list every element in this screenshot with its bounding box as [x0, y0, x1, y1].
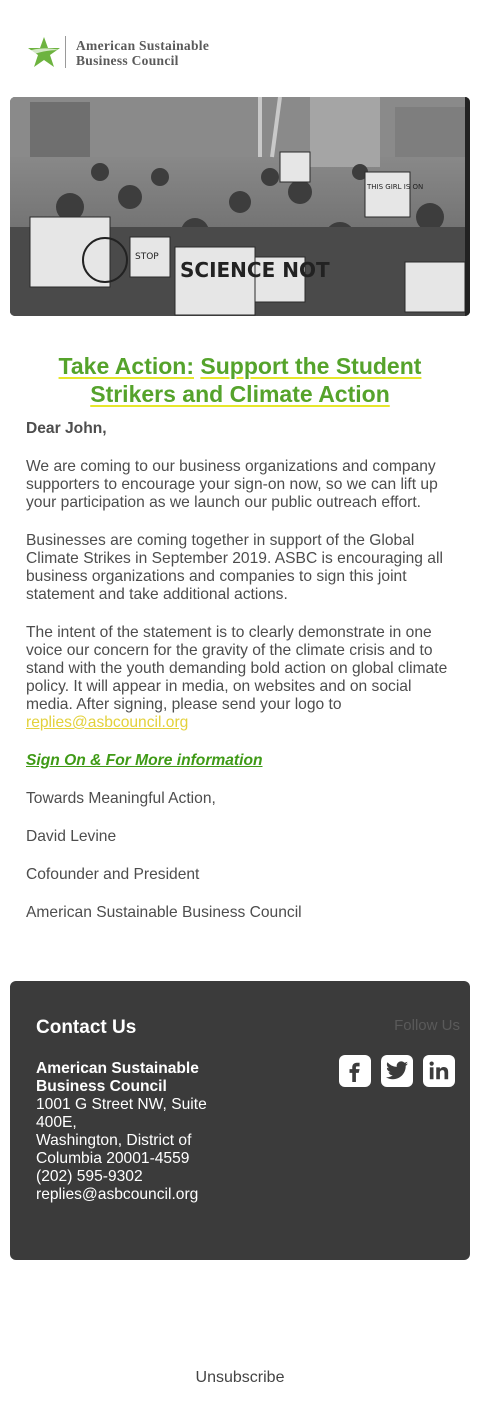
contact-address-line-1: 1001 G Street NW, Suite 400E,: [36, 1096, 207, 1131]
paragraph-1: We are coming to our business organizations and company supporters to encourage your sign-on now, so we can lift up your participation as we launch our public outreach effort.: [26, 458, 438, 511]
email-body: [26, 420, 458, 942]
greeting: Dear John,: [26, 420, 107, 437]
sign-on-link[interactable]: Sign On & For More information: [26, 752, 263, 769]
signature-title: Cofounder and President: [26, 866, 200, 883]
hero-sign-girl: THIS GIRL IS ON: [367, 183, 424, 191]
headline: [26, 352, 454, 408]
star-logo-icon: [26, 36, 62, 70]
paragraph-3: [26, 624, 458, 732]
logo-wordmark: [76, 38, 209, 68]
unsubscribe-link[interactable]: Unsubscribe: [195, 1369, 285, 1386]
contact-org: American Sustainable Business Council: [36, 1060, 199, 1095]
footer: [10, 981, 470, 1260]
hero-sign-science: SCIENCE NOT: [180, 258, 330, 282]
hero-sign-stop: STOP: [135, 252, 159, 262]
logo-divider: [65, 36, 66, 68]
headline-part-2: Support the Student Strikers and Climate Action: [90, 353, 422, 407]
hero-image[interactable]: [10, 97, 470, 316]
crowd-photo: [10, 97, 470, 316]
linkedin-icon[interactable]: [423, 1055, 455, 1087]
paragraph-3-text: The intent of the statement is to clearly demonstrate in one voice our concern for the gravity of the climate crisis and to stand with the youth demanding bold action on global climate policy. It will appear in media, on websites and on social media. After signing, please send your logo to: [26, 624, 448, 713]
headline-part-1: Take Action:: [58, 353, 195, 379]
contact-email[interactable]: replies@asbcouncil.org: [36, 1186, 199, 1203]
twitter-icon[interactable]: [381, 1055, 413, 1087]
follow-title: Follow Us: [394, 1017, 460, 1034]
facebook-icon[interactable]: [339, 1055, 371, 1087]
paragraph-2: Businesses are coming together in support of the Global Climate Strikes in September 2019. ASBC is encouraging all business organizations and companies to sign this joint statement and take additional actions.: [26, 532, 443, 603]
contact-address-line-2: Washington, District of Columbia 20001-4559: [36, 1132, 192, 1167]
signature-name: David Levine: [26, 828, 117, 845]
contact-phone: (202) 595-9302: [36, 1168, 143, 1185]
contact-address: [36, 1060, 226, 1204]
logo-line-1: American Sustainable: [76, 38, 210, 53]
asbc-logo[interactable]: [26, 34, 246, 72]
contact-title: Contact Us: [36, 1017, 137, 1038]
signature-org: American Sustainable Business Council: [26, 904, 302, 921]
logo-email-link[interactable]: replies@asbcouncil.org: [26, 714, 189, 731]
closing: Towards Meaningful Action,: [26, 790, 216, 807]
logo-line-2: Business Council: [76, 53, 179, 68]
